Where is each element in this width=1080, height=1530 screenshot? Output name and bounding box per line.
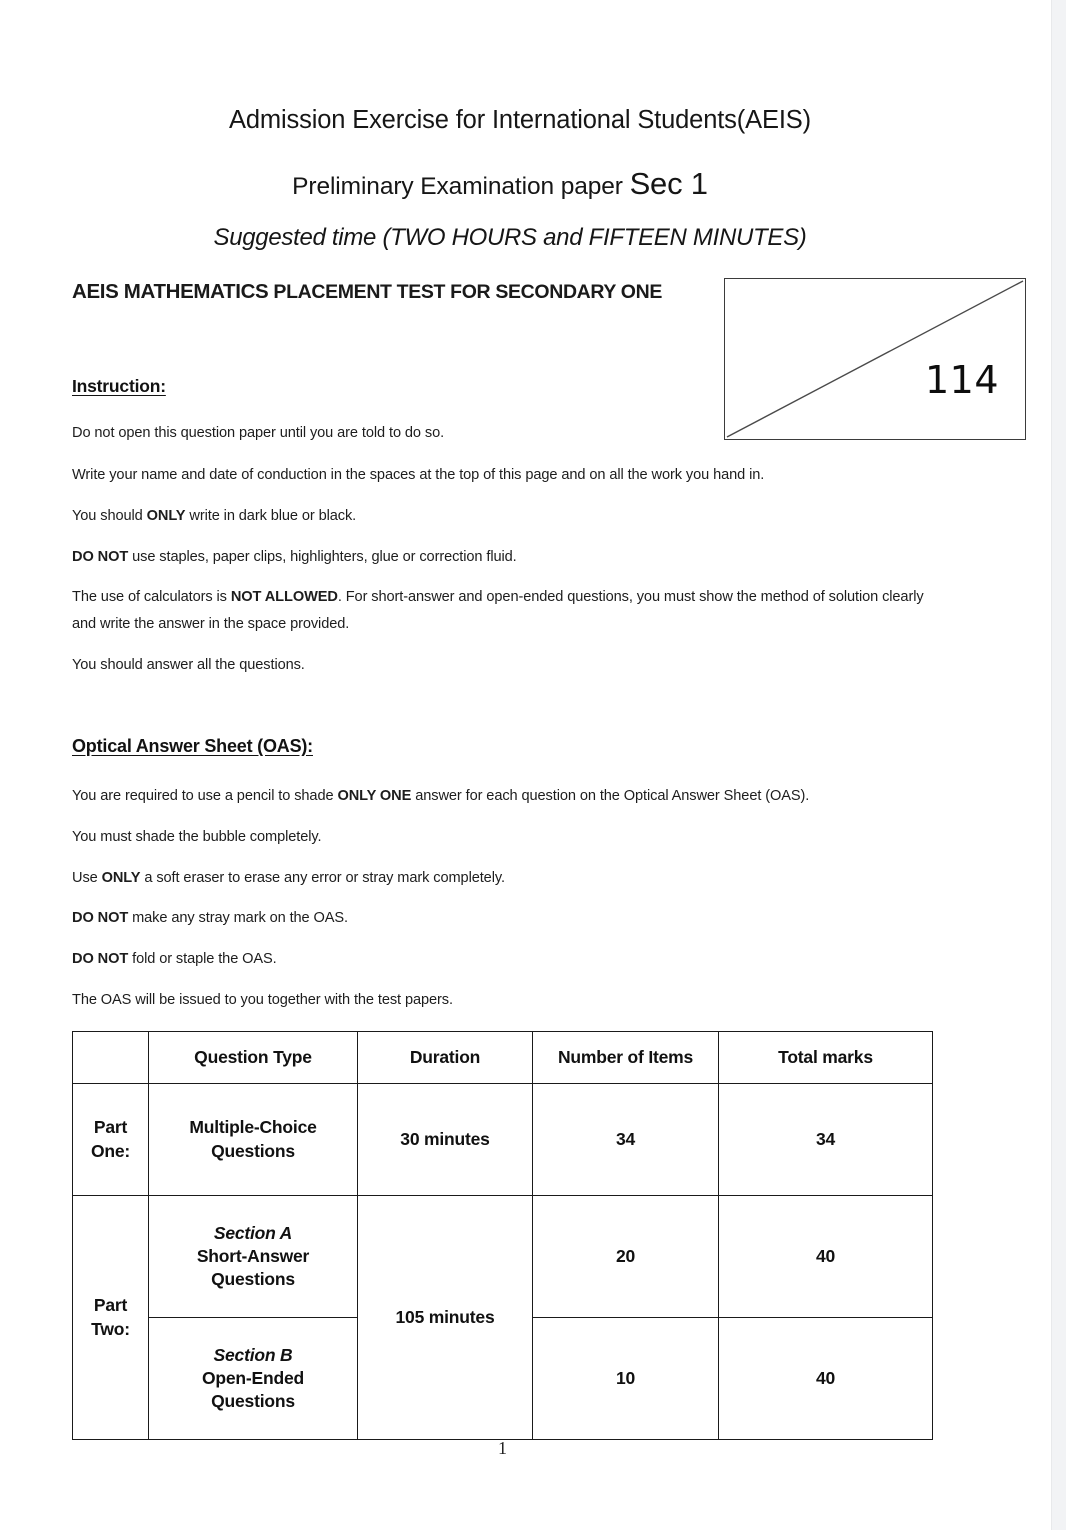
ins-p5-lead: The use of calculators is xyxy=(72,589,231,605)
column-header-number-of-items: Number of Items xyxy=(533,1032,719,1084)
oas-heading: Optical Answer Sheet (OAS): xyxy=(72,736,313,756)
section-a-question-type xyxy=(149,1196,358,1318)
oas-p1-emphasis: ONLY ONE xyxy=(337,788,412,804)
section-b-type-line1: Open-Ended xyxy=(201,1367,305,1388)
part-two-label xyxy=(73,1196,149,1440)
exam-structure-table xyxy=(72,1031,933,1440)
oas-p5-tail: fold or staple the OAS. xyxy=(128,951,277,967)
section-a-items: 20 xyxy=(533,1196,719,1318)
part-two-label-line1: Part xyxy=(93,1295,128,1316)
instruction-paragraph-6: You should answer all the questions. xyxy=(72,657,305,673)
instruction-paragraph-3 xyxy=(72,503,952,530)
exam-paper-subtitle-prefix: Preliminary Examination paper xyxy=(292,173,630,200)
oas-paragraph-6: The OAS will be issued to you together with the test papers. xyxy=(72,992,453,1008)
oas-paragraph-4 xyxy=(72,905,952,932)
section-b-items: 10 xyxy=(533,1318,719,1440)
oas-p3-lead: Use xyxy=(72,870,102,886)
section-b-marks: 40 xyxy=(719,1318,933,1440)
table-header-row xyxy=(73,1032,933,1084)
placement-test-heading xyxy=(72,280,662,304)
part-one-type-line2: Questions xyxy=(211,1140,295,1161)
ins-p3-emphasis: ONLY xyxy=(146,508,186,524)
part-one-question-type xyxy=(149,1084,358,1196)
oas-p4-tail: make any stray mark on the OAS. xyxy=(128,910,349,926)
ins-p3-lead: You should xyxy=(72,508,147,524)
table-corner-cell xyxy=(73,1032,149,1084)
instruction-paragraph-4 xyxy=(72,544,952,571)
total-marks-value: 114 xyxy=(924,358,999,402)
table-row xyxy=(73,1196,933,1318)
page-title: Admission Exercise for International Students(AEIS) xyxy=(229,106,811,134)
column-header-total-marks: Total marks xyxy=(719,1032,933,1084)
oas-paragraph-5 xyxy=(72,946,952,973)
part-one-type-line1: Multiple-Choice xyxy=(189,1117,317,1138)
placement-test-heading-lead: AEIS MATHEMATICS xyxy=(72,280,269,303)
total-marks-box xyxy=(724,278,1026,440)
page-number: 1 xyxy=(498,1438,507,1458)
section-b-question-type xyxy=(149,1318,358,1440)
part-one-label xyxy=(73,1084,149,1196)
section-a-type-line1: Short-Answer xyxy=(196,1245,310,1266)
page-edge-shadow xyxy=(1052,0,1066,1530)
placement-test-heading-rest: PLACEMENT TEST FOR SECONDARY ONE xyxy=(268,281,663,303)
section-a-marks: 40 xyxy=(719,1196,933,1318)
part-one-items: 34 xyxy=(533,1084,719,1196)
section-a-label: Section A xyxy=(213,1222,293,1243)
exam-level-label: Sec 1 xyxy=(629,166,708,201)
part-one-label-line2: One: xyxy=(90,1140,131,1161)
column-header-duration: Duration xyxy=(358,1032,533,1084)
oas-p3-tail: a soft eraser to erase any error or stray mark completely. xyxy=(140,870,505,886)
exam-paper-subtitle xyxy=(0,166,1000,202)
table-row xyxy=(73,1084,933,1196)
part-two-duration: 105 minutes xyxy=(358,1196,533,1440)
part-one-duration: 30 minutes xyxy=(358,1084,533,1196)
ins-p5-emphasis: NOT ALLOWED xyxy=(230,589,338,605)
suggested-time-label: Suggested time (TWO HOURS and FIFTEEN MINUTES) xyxy=(213,224,807,251)
ins-p4-emphasis: DO NOT xyxy=(72,549,129,565)
ins-p5-tail: . For short-answer and open-ended questions, you must show the method of solution clearly and write the answer in the space provided. xyxy=(72,589,924,632)
ins-p3-tail: write in dark blue or black. xyxy=(185,508,357,524)
instruction-paragraph-5 xyxy=(72,584,942,638)
instruction-paragraph-1: Do not open this question paper until you are told to do so. xyxy=(72,425,445,441)
oas-paragraph-1 xyxy=(72,783,962,810)
section-b-type-line2: Questions xyxy=(211,1391,295,1412)
oas-p1-tail: answer for each question on the Optical Answer Sheet (OAS). xyxy=(411,788,810,804)
instruction-paragraph-2: Write your name and date of conduction in the spaces at the top of this page and on all the work you hand in. xyxy=(72,467,765,483)
column-header-question-type: Question Type xyxy=(149,1032,358,1084)
part-one-label-line1: Part xyxy=(93,1117,128,1138)
oas-paragraph-3 xyxy=(72,865,952,892)
oas-p1-lead: You are required to use a pencil to shade xyxy=(72,788,338,804)
oas-paragraph-2: You must shade the bubble completely. xyxy=(72,829,322,845)
section-b-label: Section B xyxy=(213,1344,293,1365)
oas-p4-emphasis: DO NOT xyxy=(72,910,129,926)
oas-p5-emphasis: DO NOT xyxy=(72,951,129,967)
instruction-heading: Instruction: xyxy=(72,376,166,396)
oas-p3-emphasis: ONLY xyxy=(101,870,141,886)
ins-p4-tail: use staples, paper clips, highlighters, glue or correction fluid. xyxy=(128,549,517,565)
section-a-type-line2: Questions xyxy=(211,1269,295,1290)
part-one-marks: 34 xyxy=(719,1084,933,1196)
part-two-label-line2: Two: xyxy=(91,1318,130,1339)
